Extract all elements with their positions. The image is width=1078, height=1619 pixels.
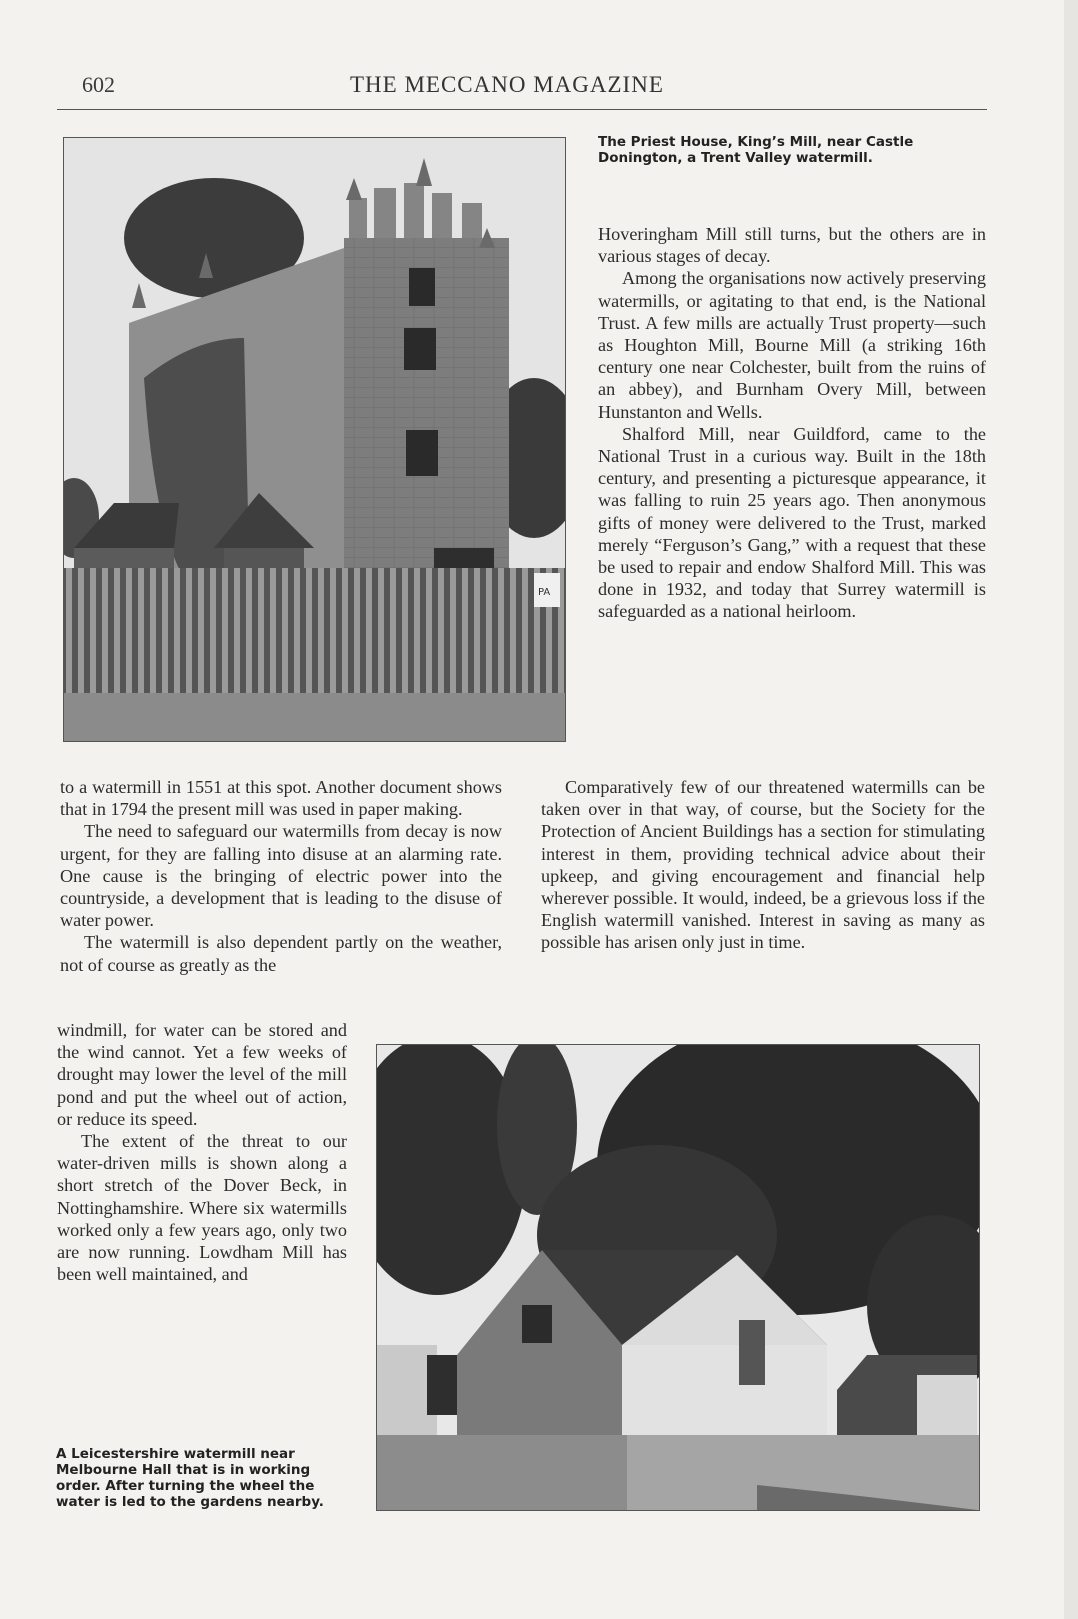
article-column-right-mid (541, 776, 985, 954)
melbourne-mill-caption: A Leicestershire watermill near Melbourne Hall that is in working order. After turning the wheel the water is led to the gardens nearby. (56, 1446, 324, 1510)
article-paragraph: Hoveringham Mill still turns, but the others are in various stages of decay. (598, 224, 986, 267)
article-column-left-narrow (57, 1019, 347, 1285)
magazine-title: THE MECCANO MAGAZINE (350, 72, 664, 97)
article-column-left (60, 776, 502, 976)
article-paragraph: The watermill is also dependent partly on the weather, not of course as greatly as the (60, 932, 502, 975)
page-edge (1064, 0, 1078, 1619)
article-paragraph: windmill, for water can be stored and the wind cannot. Yet a few weeks of drought may lower the level of the mill pond and put the wheel out of action, or reduce its speed. (57, 1020, 347, 1129)
page-number: 602 (82, 72, 115, 97)
article-paragraph: Comparatively few of our threatened watermills can be taken over in that way, of course, but the Society for the Protection of Ancient Buildings has a section for stimulating interest in them, providing technical advice about their upkeep, and giving encouragement and financial help wherever possible. It would, indeed, be a grievous loss if the English watermill vanished. Interest in saving as many as possible has arisen only just in time. (541, 777, 985, 953)
melbourne-mill-photo (376, 1044, 980, 1511)
article-column-right-top (598, 223, 986, 623)
photo-sign-text: PA (538, 587, 551, 598)
priest-house-caption: The Priest House, King’s Mill, near Castle Donington, a Trent Valley watermill. (598, 134, 914, 166)
article-paragraph: Among the organisations now actively preserving watermills, or agitating to that end, is the National Trust. A few mills are actually Trust property—such as Houghton Mill, Bourne Mill (a striking 16th century one near Colchester, built from the ruins of an abbey), and Burnham Overy Mill, between Hunstanton and Wells. (598, 268, 986, 422)
article-paragraph: The extent of the threat to our water-driven mills is shown along a short stretch of the Dover Beck, in Nottinghamshire. Where six watermills worked only a few years ago, only two are now running. Lowdham Mill has been well maintained, and (57, 1131, 347, 1285)
article-paragraph: to a watermill in 1551 at this spot. Another document shows that in 1794 the present mill was used in paper making. (60, 777, 502, 820)
article-paragraph: The need to safeguard our watermills from decay is now urgent, for they are falling into disuse at an alarming rate. One cause is the bringing of electric power into the countryside, a development that is leading to the disuse of water power. (60, 821, 502, 931)
priest-house-photo (63, 137, 566, 742)
article-paragraph: Shalford Mill, near Guildford, came to the National Trust in a curious way. Built in the 18th century, and presenting a picturesque appearance, it was falling to ruin 25 years ago. Then anonymous gifts of money were delivered to the Trust, marked merely “Ferguson’s Gang,” with a request that these be used to repair and endow Shalford Mill. This was done in 1932, and today that Surrey watermill is safeguarded as a national heirloom. (598, 423, 986, 622)
header-rule (57, 109, 987, 110)
